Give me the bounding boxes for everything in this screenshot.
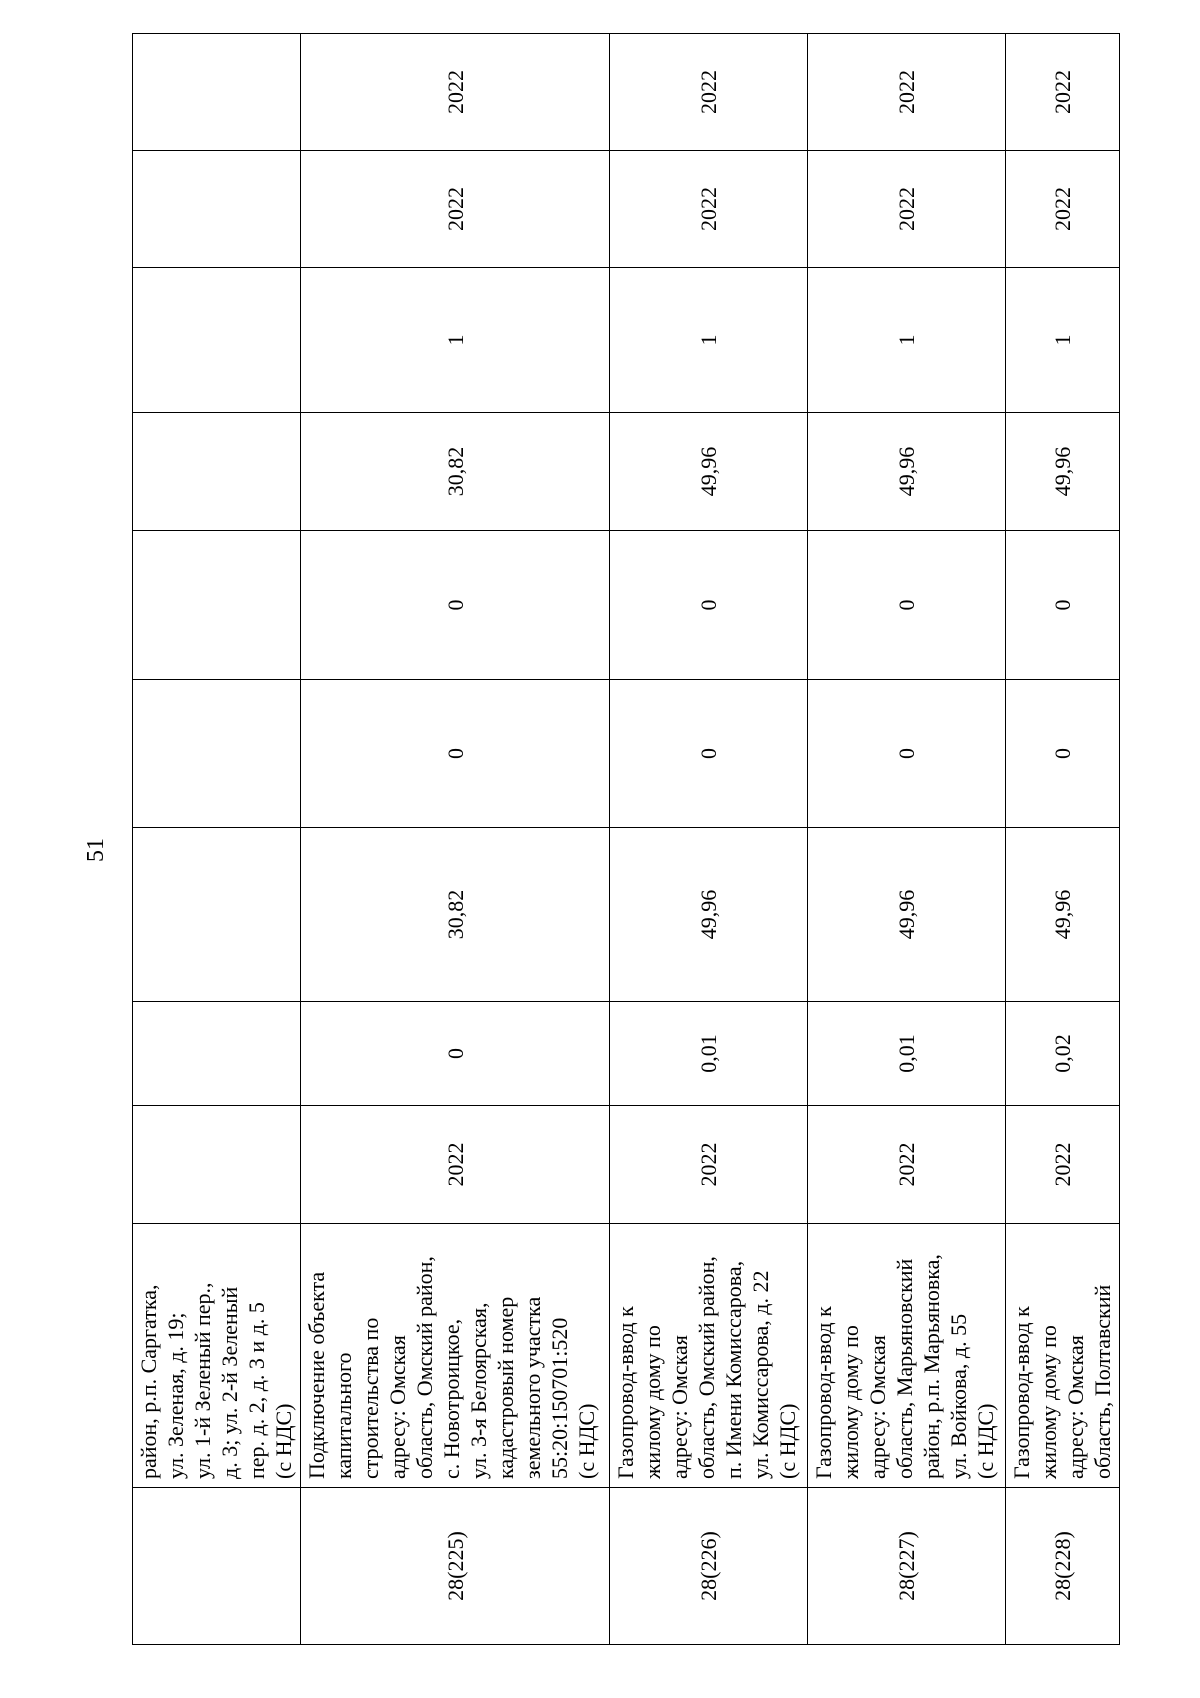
description-line: адресу: Омская: [865, 1335, 890, 1479]
value-cell-c8: 2022: [808, 151, 1006, 268]
value-cell-c2: [133, 1002, 301, 1106]
description-line: район, р.п. Саргатка,: [136, 1284, 161, 1479]
description-cell: [1006, 1224, 1120, 1488]
value-cell-c9: [133, 34, 301, 151]
value-cell-c6: 49,96: [610, 413, 808, 531]
value-cell-c4: 0: [808, 680, 1006, 828]
value-cell-c5: 0: [301, 531, 610, 680]
description-line: область, Полтавский: [1090, 1284, 1115, 1479]
value-cell-c2: 0,02: [1006, 1002, 1120, 1106]
table-row: [808, 34, 1006, 1645]
value-cell-c3: 49,96: [610, 828, 808, 1002]
description-line: жилому дому по: [838, 1325, 863, 1479]
row-number-cell: 28(226): [610, 1488, 808, 1645]
description-line: ул. Зеленая, д. 19;: [163, 1312, 188, 1479]
value-cell-c1: 2022: [1006, 1106, 1120, 1224]
description-line: область, Марьяновский: [892, 1258, 917, 1479]
value-cell-c1: 2022: [610, 1106, 808, 1224]
row-number-cell: 28(227): [808, 1488, 1006, 1645]
description-line: адресу: Омская: [667, 1335, 692, 1479]
data-table: [132, 33, 1120, 1645]
value-cell-c5: 0: [1006, 531, 1120, 680]
description-line: ул. Войкова, д. 55: [946, 1313, 971, 1479]
value-cell-c9: 2022: [808, 34, 1006, 151]
description-line: 55:20:150701:520: [547, 1317, 572, 1479]
description-cell: [610, 1224, 808, 1488]
table-row: [610, 34, 808, 1645]
value-cell-c1: [133, 1106, 301, 1224]
value-cell-c7: 1: [301, 268, 610, 413]
description-line: область, Омский район,: [412, 1256, 437, 1479]
row-number-cell: 28(225): [301, 1488, 610, 1645]
description-cell: [133, 1224, 301, 1488]
value-cell-c8: 2022: [1006, 151, 1120, 268]
page-number: 51: [83, 838, 109, 862]
value-cell-c6: 49,96: [1006, 413, 1120, 531]
description-line: адресу: Омская: [1063, 1335, 1088, 1479]
description-line: ул. Комиссарова, д. 22: [748, 1270, 773, 1479]
table-row: [301, 34, 610, 1645]
value-cell-c3: 49,96: [808, 828, 1006, 1002]
value-cell-c5: 0: [808, 531, 1006, 680]
description-line: земельного участка: [520, 1296, 545, 1479]
value-cell-c2: 0,01: [610, 1002, 808, 1106]
value-cell-c6: [133, 413, 301, 531]
value-cell-c8: 2022: [610, 151, 808, 268]
description-line: (с НДС): [271, 1403, 296, 1479]
description-line: Газопровод-ввод к: [613, 1306, 638, 1479]
value-cell-c4: [133, 680, 301, 828]
value-cell-c2: 0: [301, 1002, 610, 1106]
description-line: ул. 1-й Зеленый пер.,: [190, 1282, 215, 1479]
description-line: Газопровод-ввод к: [1009, 1306, 1034, 1479]
value-cell-c3: 30,82: [301, 828, 610, 1002]
row-number-cell: [133, 1488, 301, 1645]
value-cell-c9: 2022: [610, 34, 808, 151]
value-cell-c6: 30,82: [301, 413, 610, 531]
description-line: (с НДС): [775, 1403, 800, 1479]
value-cell-c7: 1: [610, 268, 808, 413]
description-line: Подключение объекта: [304, 1271, 329, 1479]
value-cell-c1: 2022: [301, 1106, 610, 1224]
value-cell-c3: 49,96: [1006, 828, 1120, 1002]
description-line: д. 3; ул. 2-й Зеленый: [217, 1286, 242, 1479]
value-cell-c1: 2022: [808, 1106, 1006, 1224]
value-cell-c4: 0: [301, 680, 610, 828]
rotated-table-frame: [132, 34, 1119, 1645]
description-line: с. Новотроицкое,: [439, 1318, 464, 1479]
value-cell-c4: 0: [1006, 680, 1120, 828]
description-line: жилому дому по: [640, 1325, 665, 1479]
value-cell-c9: 2022: [301, 34, 610, 151]
value-cell-c7: 1: [808, 268, 1006, 413]
value-cell-c4: 0: [610, 680, 808, 828]
description-line: кадастровый номер: [493, 1296, 518, 1479]
description-cell: [301, 1224, 610, 1488]
description-line: пер. д. 2, д. 3 и д. 5: [244, 1302, 269, 1479]
value-cell-c8: [133, 151, 301, 268]
description-line: (с НДС): [574, 1403, 599, 1479]
description-line: ул. 3-я Белоярская,: [466, 1302, 491, 1479]
description-line: капитального: [331, 1352, 356, 1479]
value-cell-c7: [133, 268, 301, 413]
description-line: адресу: Омская: [385, 1335, 410, 1479]
description-line: Газопровод-ввод к: [811, 1306, 836, 1479]
description-line: область, Омский район,: [694, 1256, 719, 1479]
value-cell-c5: 0: [610, 531, 808, 680]
table-container: [132, 34, 1119, 1645]
value-cell-c3: [133, 828, 301, 1002]
table-row: [133, 34, 301, 1645]
value-cell-c2: 0,01: [808, 1002, 1006, 1106]
table-body: [133, 34, 1120, 1645]
description-line: (с НДС): [973, 1403, 998, 1479]
value-cell-c5: [133, 531, 301, 680]
description-cell: [808, 1224, 1006, 1488]
value-cell-c8: 2022: [301, 151, 610, 268]
value-cell-c6: 49,96: [808, 413, 1006, 531]
row-number-cell: 28(228): [1006, 1488, 1120, 1645]
description-line: строительства по: [358, 1317, 383, 1479]
value-cell-c9: 2022: [1006, 34, 1120, 151]
value-cell-c7: 1: [1006, 268, 1120, 413]
description-line: жилому дому по: [1036, 1325, 1061, 1479]
table-row: [1006, 34, 1120, 1645]
description-line: п. Имени Комиссарова,: [721, 1260, 746, 1479]
description-line: район, р.п. Марьяновка,: [919, 1254, 944, 1479]
